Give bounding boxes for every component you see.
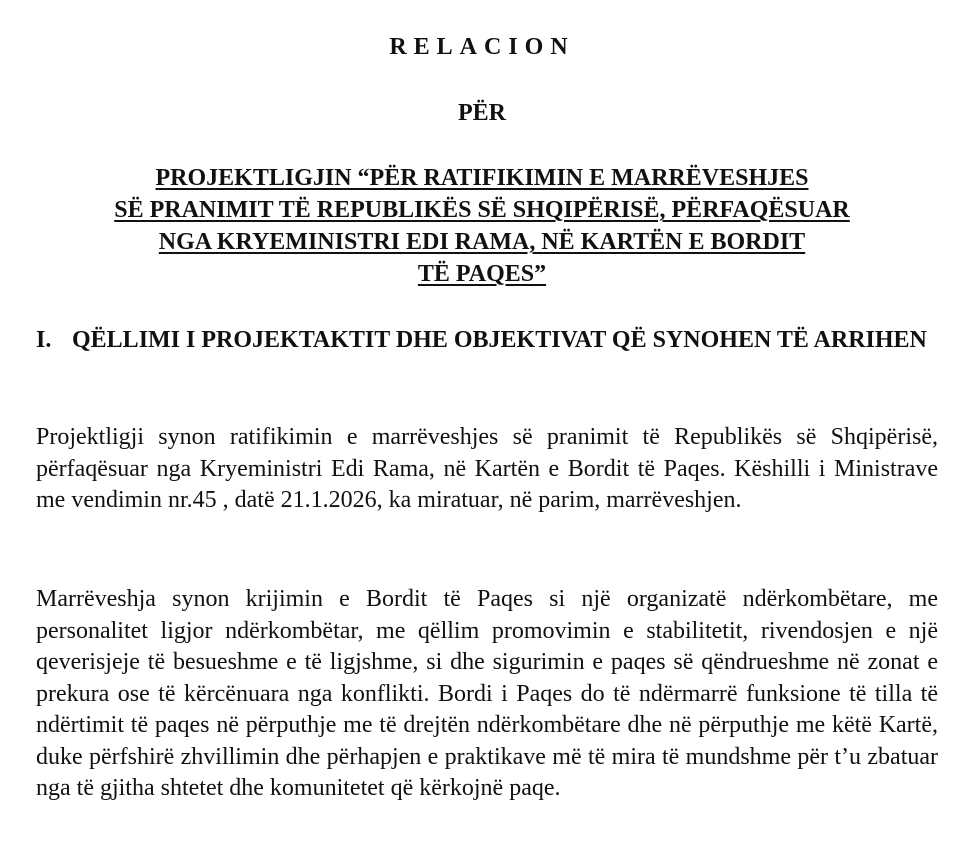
subject-line: NGA KRYEMINISTRI EDI RAMA, NË KARTËN E BORDIT <box>158 229 806 255</box>
document-title: RELACION <box>389 34 575 60</box>
document-for-label: PËR <box>458 100 506 126</box>
subject-line: SË PRANIMIT TË REPUBLIKËS SË SHQIPËRISË, PËRFAQËSUAR <box>114 197 850 223</box>
section-heading-text: QËLLIMI I PROJEKTAKTIT DHE OBJEKTIVAT QË SYNOHEN TË ARRIHEN <box>72 327 927 353</box>
body-paragraph: Projektligji synon ratifikimin e marrëveshjes së pranimit të Republikës së Shqipërisë, përfaqësuar nga Kryeministri Edi Rama, në Kartën e Bordit të Paqes. Këshilli i Ministrave me vendimin nr.45 , datë 21.1.2026, ka miratuar, në parim, marrëveshjen. <box>36 424 938 513</box>
body-paragraph: Marrëveshja synon krijimin e Bordit të Paqes si një organizatë ndërkombëtare, me personalitet ligjor ndërkombëtar, me qëllim promovimin e stabilitetit, rivendosjen e një qeverisjeje të besueshme e të ligjshme, si dhe sigurimin e paqes së qëndrueshme në zonat e prekura ose të kërcënuara nga konflikti. Bordi i Paqes do të ndërmarrë funksione të tilla të ndërtimit të paqes në përputhje me të drejtën ndërkombëtare dhe në përputhje me këtë Kartë, duke përfshirë zhvillimin dhe përhapjen e praktikave më të mira të mundshme për t’u zbatuar nga të gjitha shtetet dhe komunitetet që kërkojnë paqe. <box>36 586 938 801</box>
subject-line: TË PAQES” <box>417 261 547 287</box>
document-subject <box>0 162 964 290</box>
subject-line: PROJEKTLIGJIN “PËR RATIFIKIMIN E MARRËVESHJES <box>155 165 809 191</box>
section-number: I. <box>36 327 52 353</box>
section-heading <box>36 324 938 356</box>
